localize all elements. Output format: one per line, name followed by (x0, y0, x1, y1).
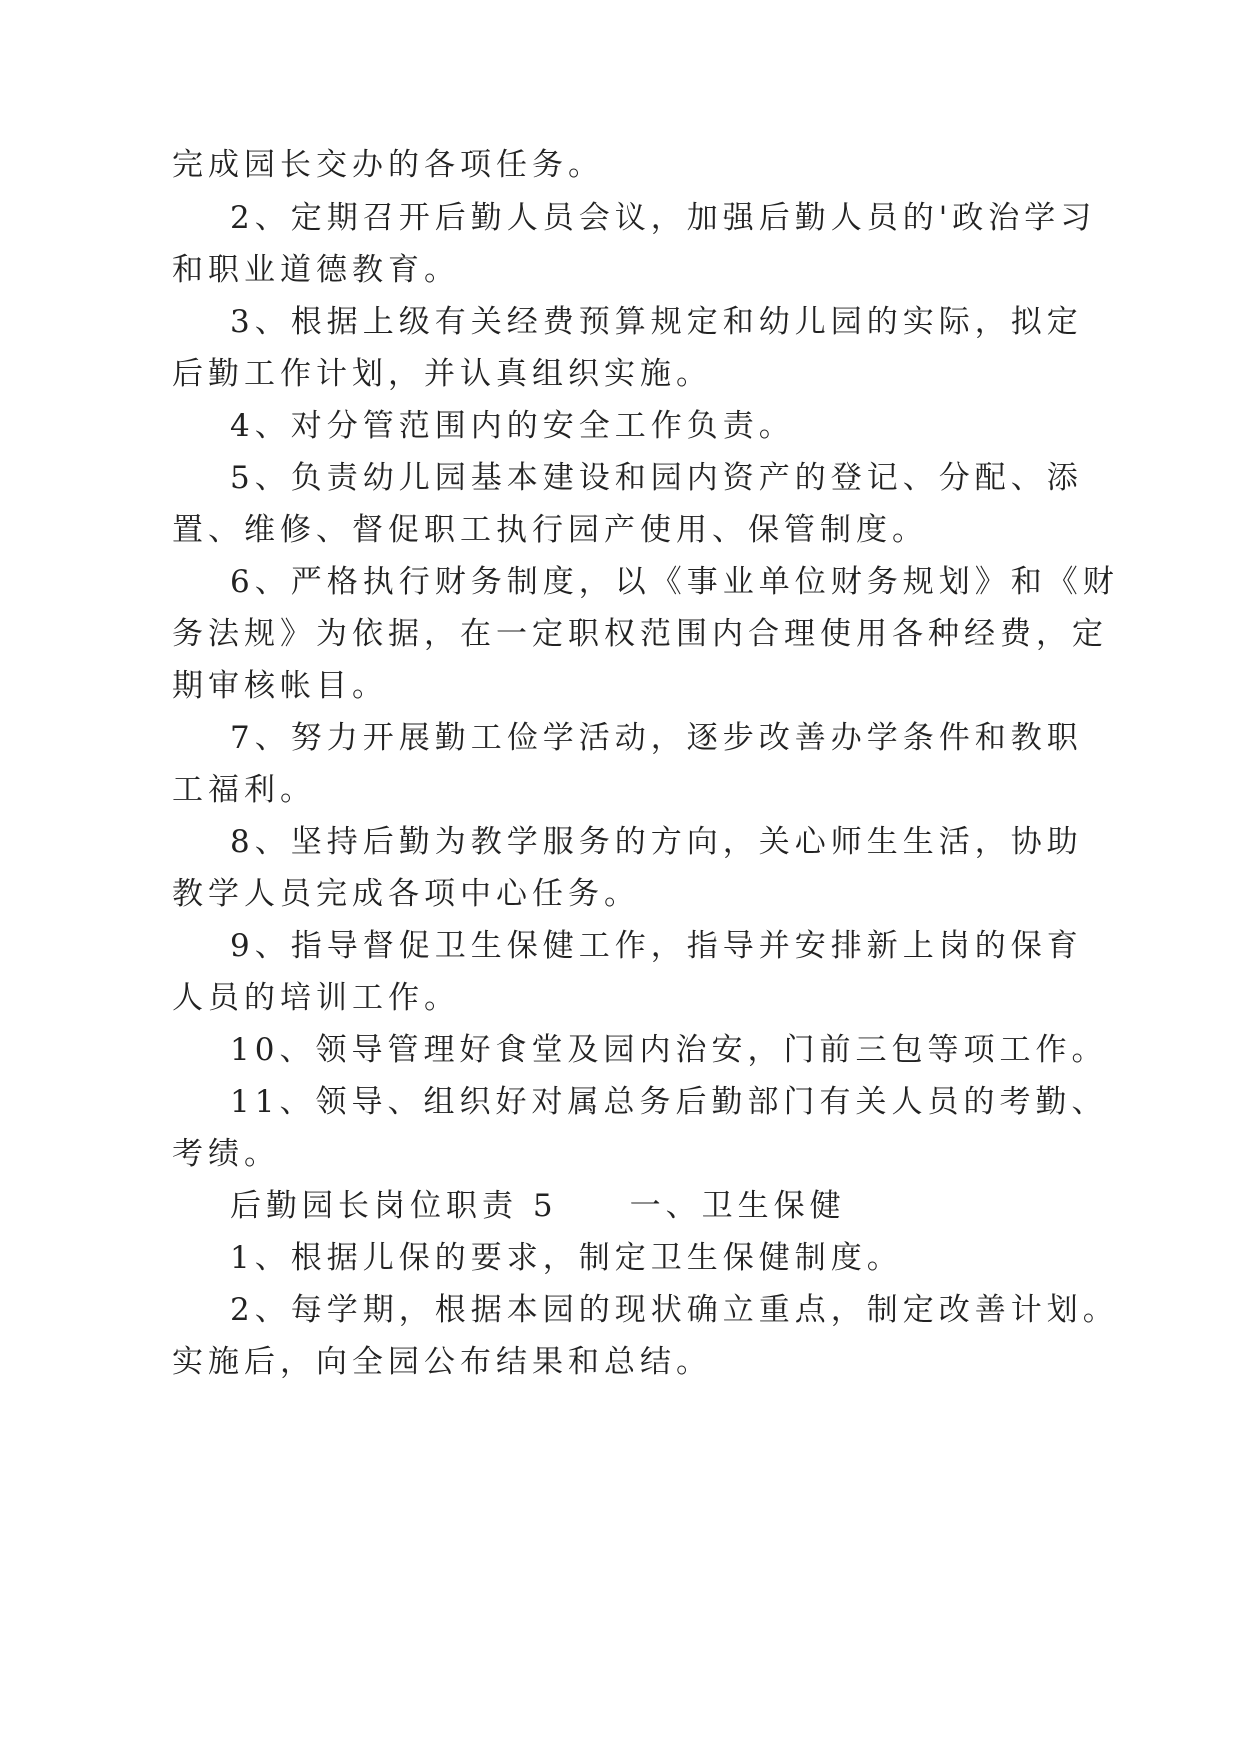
text-line: 4、对分管范围内的安全工作负责。 (230, 408, 795, 444)
text-line: 实施后，向全园公布结果和总结。 (172, 1344, 712, 1380)
text-line: 2、定期召开后勤人员会议，加强后勤人员的'政治学习 (230, 200, 1097, 236)
text-line: 10、领导管理好食堂及园内治安，门前三包等项工作。 (230, 1032, 1108, 1068)
text-line: 教学人员完成各项中心任务。 (172, 876, 640, 912)
text-line: 11、领导、组织好对属总务后勤部门有关人员的考勤、 (230, 1084, 1108, 1120)
text-line: 人员的培训工作。 (172, 980, 460, 1016)
section-heading: 后勤园长岗位职责 5 一、卫生保健 (230, 1188, 846, 1224)
text-line: 置、维修、督促职工执行园产使用、保管制度。 (172, 512, 928, 548)
text-line: 5、负责幼儿园基本建设和园内资产的登记、分配、添 (230, 460, 1083, 496)
text-line: 9、指导督促卫生保健工作，指导并安排新上岗的保育 (230, 928, 1083, 964)
text-line: 后勤工作计划，并认真组织实施。 (172, 356, 712, 392)
text-line: 务法规》为依据，在一定职权范围内合理使用各种经费，定 (172, 616, 1108, 652)
text-line: 8、坚持后勤为教学服务的方向，关心师生生活，协助 (230, 824, 1083, 860)
text-line: 和职业道德教育。 (172, 252, 460, 288)
text-line: 6、严格执行财务制度，以《事业单位财务规划》和《财 (230, 564, 1119, 600)
text-line: 3、根据上级有关经费预算规定和幼儿园的实际，拟定 (230, 304, 1083, 340)
text-line: 7、努力开展勤工俭学活动，逐步改善办学条件和教职 (230, 720, 1083, 756)
text-line: 考绩。 (172, 1136, 280, 1172)
text-line: 2、每学期，根据本园的现状确立重点，制定改善计划。 (230, 1292, 1119, 1328)
text-line: 期审核帐目。 (172, 668, 388, 704)
text-line: 完成园长交办的各项任务。 (172, 147, 604, 183)
text-line: 1、根据儿保的要求，制定卫生保健制度。 (230, 1240, 903, 1276)
text-line: 工福利。 (172, 772, 316, 808)
